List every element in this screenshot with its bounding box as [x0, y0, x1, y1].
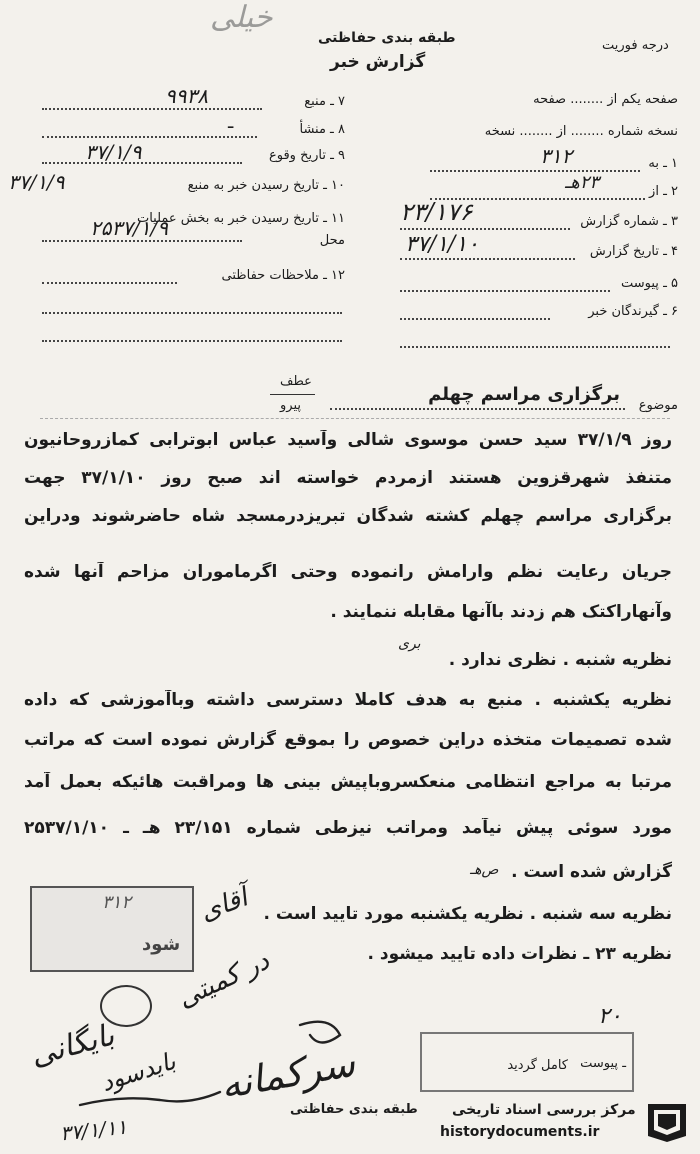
field-copy: نسخه شماره ........ از ........ نسخه: [484, 124, 678, 139]
body-line-1: روز ۳۷/۱/۹ سید حسن موسوی شالی وآسید عباس ابوترابی کمازروحانیون: [24, 430, 672, 450]
atf-label: عطف: [280, 374, 312, 389]
field-from-value: ۲۳هـ: [565, 172, 600, 193]
field-report-no-label: ۳ ـ شماره گزارش: [580, 214, 678, 229]
report-title: گزارش خبر: [330, 52, 426, 72]
field-report-no-value: ۲۳/۱۷۶: [400, 198, 473, 226]
opinion-tuesday: نظریه سه شنبه . نظریه یکشنبه مورد تایید است .: [263, 904, 672, 924]
opinion-saturday: نظریه شنبه . نظری ندارد .: [448, 650, 672, 670]
number-note: ۲۰: [598, 1004, 622, 1029]
body-line-2: متنفذ شهرقزوین هستند ازمردم خواسته اند صبح روز ۳۷/۱/۱۰ جهت: [24, 468, 672, 488]
classification-bottom: طبقه بندی حفاظتی: [290, 1102, 418, 1117]
field-received-label: ۱۰ ـ تاریخ رسیدن خبر به منبع: [187, 178, 345, 193]
receipt-stamp-row2: کامل گردید: [507, 1058, 568, 1073]
opinion-sunday-3: مرتبا به مراجع انتظامی منعکسروباپیش بینی ها ومراقبت هائیکه بعمل آمد: [24, 772, 672, 792]
opinion-sunday-2: شده تصمیمات متخذه دراین خصوص را بموقع گزارش نموده است که مراتب: [24, 730, 672, 750]
field-recipients-label: ۶ ـ گیرندگان خبر: [588, 304, 678, 319]
handwriting-komiti: در کمیتی: [173, 945, 274, 1015]
field-origin-value: ـ: [228, 112, 234, 133]
opinion-sunday-5: گزارش شده است .: [511, 862, 672, 882]
field-source-value: ۹۹۳۸: [165, 84, 208, 108]
field-origin-label: ۸ ـ منشأ: [299, 122, 345, 137]
field-source-label: ۷ ـ منبع: [304, 94, 345, 109]
opinion-sunday-1: نظریه یکشنبه . منبع به هدف کاملا دسترسی داشته وباآموزشی که داده: [24, 690, 672, 710]
body-line-3: برگزاری مراسم چهلم کشته شدگان تبریزدرمسجد شاه حاضرشوند ودراین: [24, 506, 672, 526]
subject-value: برگزاری مراسم چهلم: [428, 384, 620, 405]
margin-note-after: ص‌هـ: [470, 862, 499, 878]
field-ops-value: ۲۵۳۷/۱/۹: [90, 216, 168, 240]
field-occurrence-value: ۳۷/۱/۹: [85, 140, 142, 164]
margin-note-above: بری: [398, 636, 421, 652]
handwriting-bayegani: بایگانی: [26, 1017, 118, 1074]
field-ops-label: ۱۱ ـ تاریخ رسیدن خبر به بخش عملیات محل: [136, 211, 345, 248]
receipt-stamp-row1: ـ پیوست: [580, 1056, 626, 1071]
field-report-date-label: ۴ ـ تاریخ گزارش: [589, 244, 678, 259]
field-security-label: ۱۲ ـ ملاحظات حفاظتی: [221, 268, 345, 283]
stamp-number: ۳۱۲: [102, 892, 132, 913]
field-from-label: ۲ ـ از: [649, 184, 678, 199]
field-received-value: ۳۷/۱/۹: [8, 170, 65, 194]
field-page: صفحه یکم از ........ صفحه: [533, 92, 678, 107]
field-attachment-label: ۵ ـ پیوست: [621, 276, 678, 291]
date-handwriting: ۳۷/۱/۱۱: [58, 1114, 129, 1146]
handwriting-bayadsud: بایدسود: [97, 1046, 179, 1098]
opinion-23: نظریه ۲۳ ـ نظرات داده تایید میشود .: [367, 944, 672, 964]
watermark-logo-icon: [642, 1096, 692, 1146]
subject-label: موضوع: [638, 398, 678, 413]
field-occurrence-label: ۹ ـ تاریخ وقوع: [268, 148, 345, 163]
top-handwriting: خیلی: [210, 0, 273, 35]
watermark-url: historydocuments.ir: [440, 1124, 600, 1140]
big-signature: سرکمانه: [217, 1040, 359, 1108]
classification-top: طبقه بندی حفاظتی: [318, 30, 456, 46]
opinion-sunday-4: مورد سوئی پیش نیآمد ومراتب نیزطی شماره ۲۳/۱۵۱ هـ ـ ۲۵۳۷/۱/۱۰: [24, 818, 672, 838]
watermark-text: مرکز بررسی اسناد تاریخی: [452, 1102, 636, 1118]
stamp-text: شود: [142, 934, 181, 955]
handwriting-aghay: آقای: [196, 882, 252, 928]
priority-label: درجه فوریت: [602, 38, 669, 53]
field-report-date-value: ۳۷/۱/۱۰: [405, 232, 479, 257]
field-to-value: ۳۱۲: [540, 144, 573, 168]
body-line-5: وآنهاراکتک هم زدند باآنها مقابله ننمایند .: [330, 602, 672, 622]
field-to-label: ۱ ـ به: [648, 156, 678, 171]
peyro-label: پیرو: [280, 398, 301, 413]
body-line-4: جریان رعایت نظم وارامش رانموده وحتی اگرما‌موران مزاحم آنها شده: [24, 562, 672, 582]
